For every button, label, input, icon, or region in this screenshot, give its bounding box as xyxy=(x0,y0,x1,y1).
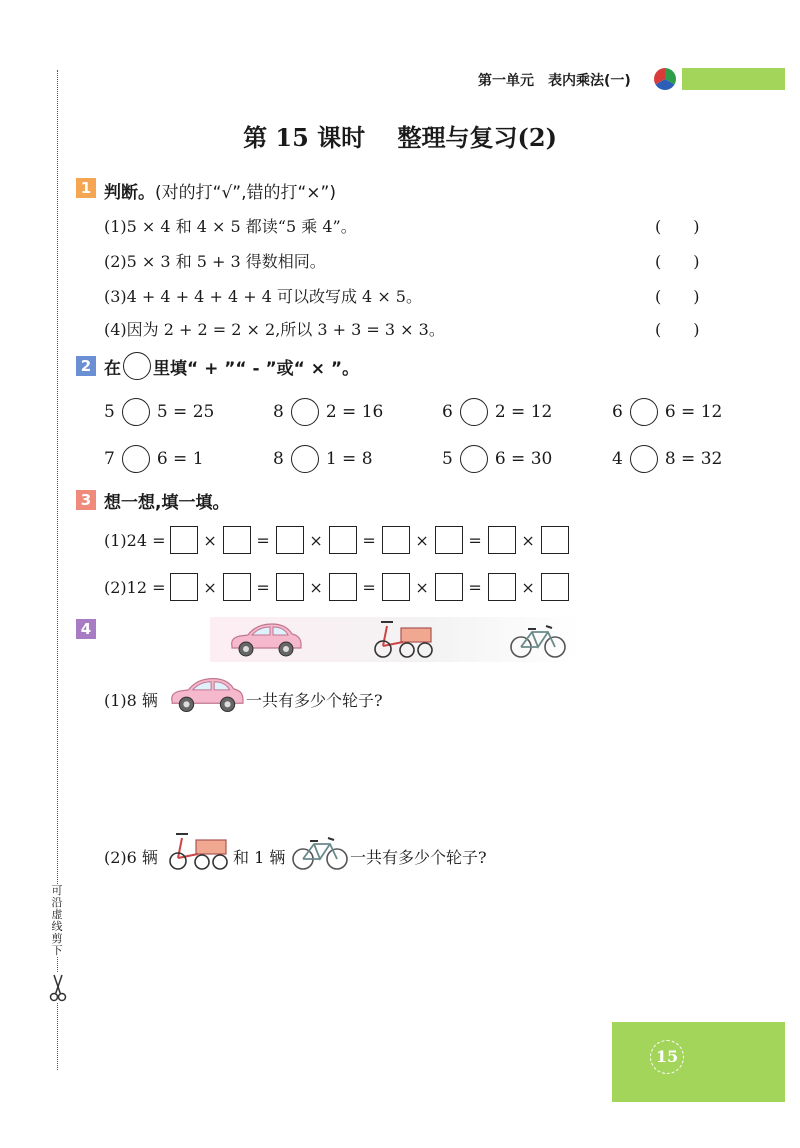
q2-eq-1-3: 6 2 = 12 xyxy=(442,398,552,426)
q2-heading-circle xyxy=(123,352,151,380)
q2-eq-1-1: 5 5 = 25 xyxy=(104,398,214,426)
tricycle-icon xyxy=(373,616,435,660)
q1-answer-1[interactable]: ( ) xyxy=(655,217,700,236)
q1-item-3: (3)4 + 4 + 4 + 4 + 4 可以改写成 4 × 5。 xyxy=(104,287,422,306)
answer-box[interactable] xyxy=(329,573,357,601)
q1-badge: 1 xyxy=(76,178,96,198)
q4-sub2-mid: 和 1 辆 xyxy=(233,848,286,867)
q3-row-2: (2)12 = × = × = × = × xyxy=(104,573,569,601)
q1-heading: 判断。(对的打“√”,错的打“×”) xyxy=(104,183,336,203)
answer-box[interactable] xyxy=(382,526,410,554)
q3-heading: 想一想,填一填。 xyxy=(104,493,230,513)
answer-box[interactable] xyxy=(223,573,251,601)
q4-sub1-pre: (1)8 辆 xyxy=(104,691,158,710)
q2-eq-1-2: 8 2 = 16 xyxy=(273,398,383,426)
q2-eq-2-2: 8 1 = 8 xyxy=(273,445,373,473)
page-corner-block xyxy=(612,1022,785,1102)
q1-item-1: (1)5 × 4 和 4 × 5 都读“5 乘 4”。 xyxy=(104,217,357,236)
answer-box[interactable] xyxy=(488,526,516,554)
page-title: 第 15 课时 整理与复习(2) xyxy=(243,123,557,152)
q3-row-1: (1)24 = × = × = × = × xyxy=(104,526,569,554)
q4-sub2-pre: (2)6 辆 xyxy=(104,848,158,867)
answer-box[interactable] xyxy=(329,526,357,554)
tricycle-icon xyxy=(168,828,230,872)
answer-box[interactable] xyxy=(382,573,410,601)
answer-box[interactable] xyxy=(541,573,569,601)
q4-sub2-question: 一共有多少个轮子? xyxy=(350,848,487,867)
q2-eq-2-4: 4 8 = 32 xyxy=(612,445,722,473)
q1-item-4: (4)因为 2 + 2 = 2 × 2,所以 3 + 3 = 3 × 3。 xyxy=(104,320,445,339)
q1-item-2: (2)5 × 3 和 5 + 3 得数相同。 xyxy=(104,252,326,271)
answer-circle[interactable] xyxy=(460,398,488,426)
answer-box[interactable] xyxy=(488,573,516,601)
answer-box[interactable] xyxy=(276,526,304,554)
answer-circle[interactable] xyxy=(630,398,658,426)
car-icon xyxy=(168,670,246,716)
q1-answer-2[interactable]: ( ) xyxy=(655,252,700,271)
bicycle-icon xyxy=(508,620,568,660)
answer-circle[interactable] xyxy=(122,445,150,473)
q2-heading: 在 里填“ + ”“ - ”或“ × ”。 xyxy=(104,352,359,380)
q2-eq-1-4: 6 6 = 12 xyxy=(612,398,722,426)
scissors-icon xyxy=(49,972,67,1002)
answer-box[interactable] xyxy=(276,573,304,601)
answer-box[interactable] xyxy=(223,526,251,554)
answer-box[interactable] xyxy=(435,526,463,554)
q1-answer-3[interactable]: ( ) xyxy=(655,287,700,306)
answer-circle[interactable] xyxy=(122,398,150,426)
answer-box[interactable] xyxy=(435,573,463,601)
page-number: 15 xyxy=(650,1040,684,1074)
answer-box[interactable] xyxy=(541,526,569,554)
tricolor-logo-icon xyxy=(653,67,677,91)
cut-note: 可 沿 虚 线 剪 下 xyxy=(51,884,63,957)
q1-answer-4[interactable]: ( ) xyxy=(655,320,700,339)
answer-circle[interactable] xyxy=(291,445,319,473)
answer-circle[interactable] xyxy=(291,398,319,426)
answer-box[interactable] xyxy=(170,526,198,554)
q4-sub1-question: 一共有多少个轮子? xyxy=(246,691,383,710)
answer-box[interactable] xyxy=(170,573,198,601)
q2-badge: 2 xyxy=(76,356,96,376)
car-icon xyxy=(228,616,304,660)
answer-circle[interactable] xyxy=(630,445,658,473)
q2-eq-2-3: 5 6 = 30 xyxy=(442,445,552,473)
q4-badge: 4 xyxy=(76,619,96,639)
unit-header: 第一单元 表内乘法(一) xyxy=(478,73,631,89)
bicycle-icon xyxy=(290,832,350,872)
answer-circle[interactable] xyxy=(460,445,488,473)
q2-eq-2-1: 7 6 = 1 xyxy=(104,445,204,473)
q3-badge: 3 xyxy=(76,490,96,510)
header-accent-bar xyxy=(682,68,785,90)
